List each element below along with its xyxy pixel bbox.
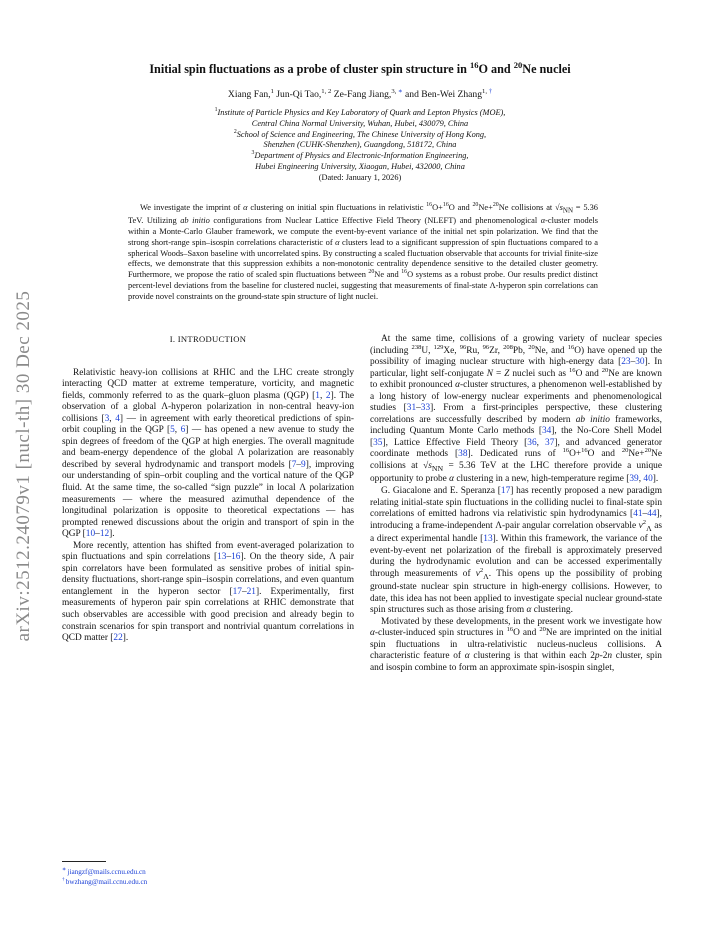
citation-link[interactable]: 36 bbox=[527, 437, 537, 448]
citation-link[interactable]: 41 bbox=[633, 509, 643, 520]
affiliation-line: Central China Normal University, Wuhan, Hubei, 430079, China bbox=[251, 118, 469, 128]
footnote-email: † bwzhang@mail.ccnu.edu.cn bbox=[62, 877, 148, 886]
citation-link[interactable]: 17 bbox=[500, 485, 511, 496]
footnote-email: ∗ jiangzf@mails.ccnu.edu.cn bbox=[62, 867, 146, 876]
section-heading-introduction: I. INTRODUCTION bbox=[169, 334, 247, 344]
author-affiliation-marker[interactable]: 3, ∗ bbox=[391, 87, 403, 95]
citation-link[interactable]: 23 bbox=[621, 357, 631, 368]
author-affiliation-marker[interactable]: 1, 2 bbox=[321, 87, 332, 95]
left-column bbox=[62, 334, 354, 645]
citation-link[interactable]: 37 bbox=[545, 437, 555, 448]
citation-link[interactable]: 13 bbox=[217, 552, 227, 563]
citation-link[interactable]: 4 bbox=[115, 413, 120, 424]
citation-link[interactable]: 30 bbox=[635, 357, 645, 368]
citation-link[interactable]: 6 bbox=[180, 425, 186, 436]
citation-link[interactable]: 22 bbox=[113, 633, 123, 644]
footnotes bbox=[62, 868, 147, 887]
author-name: Ze-Fang Jiang, bbox=[331, 89, 392, 100]
citation-link[interactable]: 38 bbox=[458, 449, 468, 460]
citation-link[interactable]: 1 bbox=[315, 390, 320, 401]
body-paragraph: At the same time, collisions of a growing variety of nuclear species (including $^{238}$U, $^{129}$Xe, $^{96}$Ru, $^{96}$Zr, $^{208}$Pb, $^{20}$Ne, and $^{16}$O) have opened up the possibility of imaging nuclear structure with high-energy data [23–30]. In particular, light self-conjugate N = Z nuclei such as $^{16}$O and $^{20}$Ne are known to exhibit pronounced α-cluster structures, a phenomenon well-established by a long history of low-energy nuclear experiments and phenomenological studies [31–33]. From a first-principles perspective, these clustering correlations are successfully described by modern ab initio frameworks, including Quantum Monte Carlo methods [34], the No-Core Shell Model [35], Lattice Effective Field Theory [36, 37], and advanced generator coordinate methods [38]. Dedicated runs of $^{16}$O+$^{16}$O and $^{20}$Ne+$^{20}$Ne collisions at $√s_{NN} = 5.36$ TeV at the LHC therefore provide a unique opportunity to probe α clustering in a new, high-temperature regime [39, 40]. bbox=[370, 334, 663, 485]
abstract bbox=[128, 203, 598, 302]
body-paragraph: G. Giacalone and E. Speranza [17] has recently proposed a new paradigm relating initial-state spin fluctuations in the colliding nuclei to final-state spin correlations of emitted hadrons via relativistic spin hydrodynamics [41–44], introducing a frame-independent Λ-pair angular correlation observable $v^2_\Lambda$ as a direct experimental handle [13]. Within this framework, the variance of the event-by-event net polarization of the fireball is approximately preserved during the hydrodynamic evolution and can be accessed experimentally through measurements of $v^2_\Lambda$. This opens up the possibility of probing ground-state nuclear spin structure in high-energy collisions. However, to date, this idea has not been applied to investigate special nuclear ground-state spin structures such as those arising from α clustering. bbox=[370, 485, 662, 616]
citation-link[interactable]: 3 bbox=[104, 413, 110, 424]
citation-link[interactable]: 34 bbox=[541, 426, 552, 437]
body-paragraph: More recently, attention has shifted from event-averaged polarization to spin fluctuations and spin correlations [13–16]. On the theory side, Λ pair spin correlators have been formulated as sensitive probes of initial spin-density fluctuations, short-range spin–isospin correlations, and even quantum entanglement in the hyperon sector [17–21]. Experimentally, first measurements of hyperon pair spin correlations at RHIC demonstrate that such observables are accessible with good precision and already begin to constrain scenarios for spin transport and nontrivial quantum correlations in QCD matter [22]. bbox=[62, 540, 354, 644]
citation-link[interactable]: 9 bbox=[301, 459, 306, 470]
author-name: Xiang Fan, bbox=[227, 89, 271, 100]
author-affiliation-marker[interactable]: 1 bbox=[270, 87, 274, 95]
citation-link[interactable]: 16 bbox=[231, 552, 241, 563]
email-link[interactable]: bwzhang@mail.ccnu.edu.cn bbox=[65, 877, 148, 886]
affiliation-line: Hubei Engineering University, Xiaogan, Hubei, 432000, China bbox=[255, 161, 465, 171]
abstract-text: We investigate the imprint of α clustering on initial spin fluctuations in relativistic $^{16}$O+$^{16}$O and $^{20}$Ne+$^{20}$Ne collisions at $√s_{NN} = 5.36$ TeV. Utilizing ab initio configurations from Nuclear Lattice Effective Field Theory (NLEFT) and phenomenological α-cluster models within a Monte-Carlo Glauber framework, we compute the event-by-event variance of the initial net spin polarization. We find that the strong short-range spin–isospin correlations characteristic of α clusters lead to a significant suppression of spin fluctuations compared to a spherical Woods–Saxon baseline with uncorrelated spins. By constructing a scaled fluctuation observable that accounts for trivial finite-size effects, we demonstrate that this suppression exhibits a non-monotonic centrality dependence sensitive to the detailed cluster geometry. Furthermore, we propose the ratio of scaled spin fluctuations between $^{20}$Ne and $^{16}$O systems as a robust probe. Our results predict distinct percent-level deviations from the baseline for clustered nuclei, suggesting that measurements of final-state Λ-hyperon spin correlations can provide novel constraints on the ground-state spin structure of light nuclei. bbox=[128, 202, 599, 301]
citation-link[interactable]: 40 bbox=[643, 474, 653, 485]
citation-link[interactable]: 33 bbox=[420, 403, 431, 414]
affiliation-line: $^3$Department of Physics and Electronic-Information Engineering, bbox=[251, 150, 469, 161]
citation-link[interactable]: 39 bbox=[629, 474, 639, 485]
citation-link[interactable]: 13 bbox=[483, 534, 493, 545]
email-link[interactable]: jiangzf@mails.ccnu.edu.cn bbox=[67, 868, 146, 876]
affiliation-line: $^2$School of Science and Engineering, The Chinese University of Hong Kong, bbox=[233, 128, 487, 139]
dated-line: (Dated: January 1, 2026) bbox=[318, 172, 402, 182]
author-affiliation-marker[interactable]: 1, † bbox=[482, 87, 493, 95]
footnote-rule bbox=[62, 861, 106, 862]
citation-link[interactable]: 21 bbox=[246, 586, 256, 597]
affiliations bbox=[60, 108, 660, 184]
citation-link[interactable]: 12 bbox=[99, 529, 110, 540]
citation-link[interactable]: 5 bbox=[170, 425, 175, 436]
right-column bbox=[370, 334, 662, 674]
author-list bbox=[60, 89, 660, 100]
affiliation-line: Shenzhen (CUHK-Shenzhen), Guangdong, 518172, China bbox=[263, 140, 457, 150]
author-name: Jun-Qi Tao, bbox=[273, 89, 322, 100]
citation-link[interactable]: 44 bbox=[647, 509, 657, 520]
author-name: and Ben-Wei Zhang bbox=[402, 89, 483, 100]
arxiv-identifier: arXiv:2512.24079v1 [nucl-th] 30 Dec 2025 bbox=[13, 290, 34, 642]
affiliation-line: $^1$Institute of Particle Physics and Key Laboratory of Quark and Lepton Physics (MOE), bbox=[214, 107, 506, 117]
citation-link[interactable]: 7 bbox=[291, 459, 297, 470]
paper-title: Initial spin fluctuations as a probe of cluster spin structure in $^{16}$O and $^{20}$Ne nuclei bbox=[149, 59, 571, 76]
citation-link[interactable]: 17 bbox=[232, 586, 242, 597]
citation-link[interactable]: 35 bbox=[373, 437, 383, 448]
citation-link[interactable]: 31 bbox=[406, 403, 417, 414]
citation-link[interactable]: 2 bbox=[325, 390, 331, 401]
citation-link[interactable]: 10 bbox=[85, 529, 96, 540]
body-paragraph: Motivated by these developments, in the present work we investigate how α-cluster-induced spin structures in $^{16}$O and $^{20}$Ne are imprinted on the initial spin fluctuations in ultra-relativistic nucleus-nucleus collisions. A characteristic feature of α clustering is that within each 2p-2n cluster, spin and isospin combine to form an approximate spin-isospin singlet, bbox=[370, 616, 662, 673]
body-paragraph: Relativistic heavy-ion collisions at RHIC and the LHC create strongly interacting QCD matter at extreme temperature, vorticity, and magnetic fields, commonly referred to as the quark–gluon plasma (QGP) [1, 2]. The observation of a global Λ-hyperon polarization in non-central heavy-ion collisions [3, 4] — in agreement with early theoretical predictions of spin-orbit coupling in the QGP [5, 6] — has opened a new avenue to study the spin degrees of freedom of the QGP at high energies. The overall magnitude and beam-energy dependence of the global Λ polarization are reasonably described by several hydrodynamic and transport models [7–9], improving our understanding of spin–orbit coupling and the vortical nature of the QGP fluid. At the same time, the so-called “sign puzzle” in local Λ polarization measurements — where the measured azimuthal dependence of the longitudinal polarization is opposite to theoretical expectations — has prompted renewed discussions about the origin and transport of spin in the QGP [10–12]. bbox=[62, 367, 354, 540]
